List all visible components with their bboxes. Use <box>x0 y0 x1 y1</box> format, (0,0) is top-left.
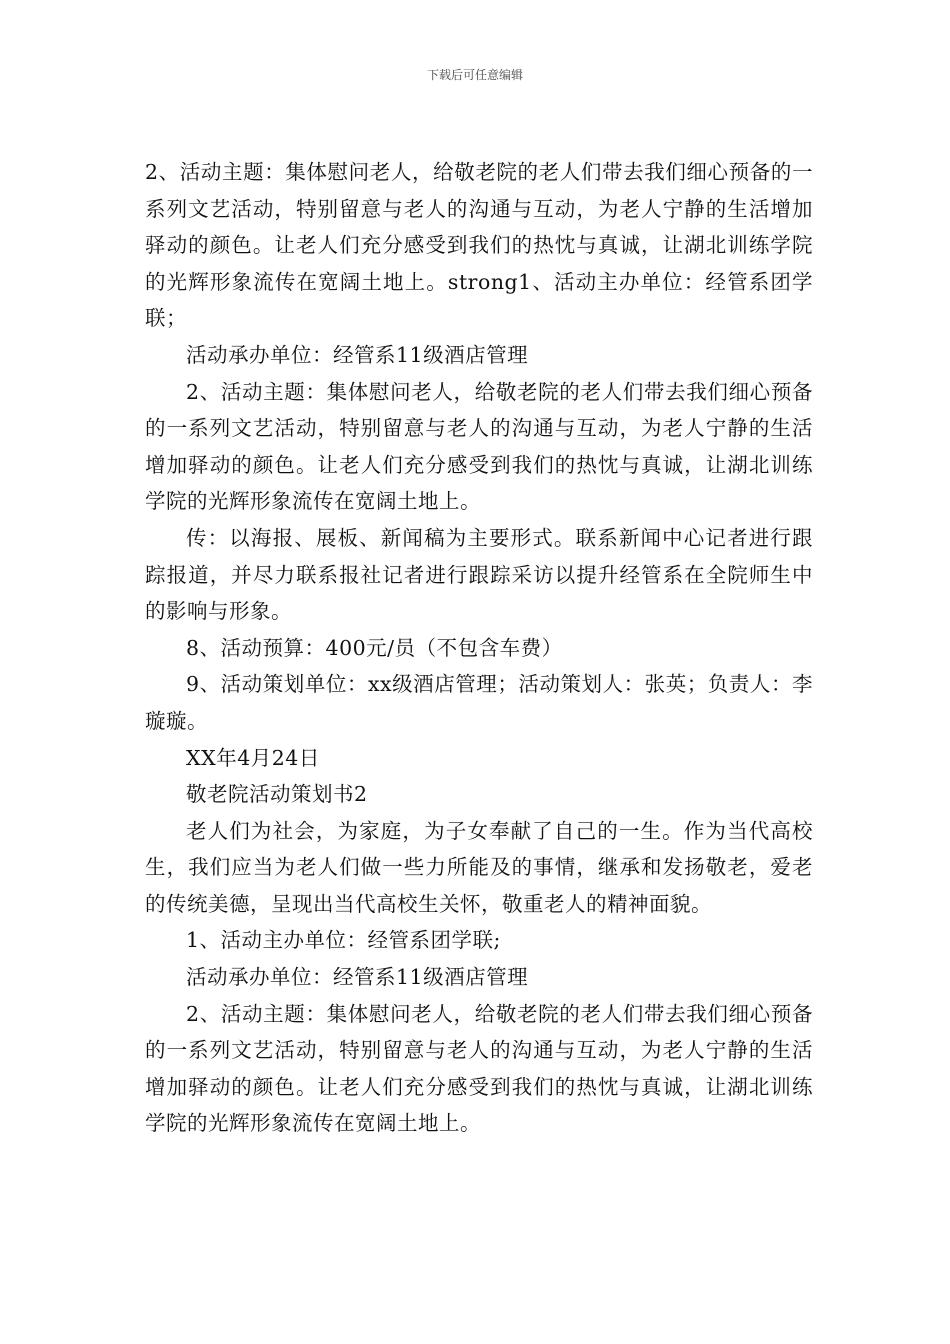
paragraph: 活动承办单位：经管系11级酒店管理 <box>186 965 529 990</box>
paragraph: 2、活动主题：集体慰问老人，给敬老院的老人们带去我们细心预备的一系列文艺活动，特别留意与老人的沟通与互动，为老人宁静的生活增加驿动的颜色。让老人们充分感受到我们的热忱与真诚，让湖北训练学院的光辉形象流传在宽阔土地上。 <box>145 379 813 514</box>
paragraph: 2、活动主题：集体慰问老人，给敬老院的老人们带去我们细心预备的一系列文艺活动，特别留意与老人的沟通与互动，为老人宁静的生活增加驿动的颜色。让老人们充分感受到我们的热忱与真诚，让湖北训练学院的光辉形象流传在宽阔土地上。strong1、活动主办单位：经管系团学联； <box>145 160 813 331</box>
paragraph: 活动承办单位：经管系11级酒店管理 <box>186 342 529 367</box>
paragraph: 传：以海报、展板、新闻稿为主要形式。联系新闻中心记者进行跟踪报道，并尽力联系报社记者进行跟踪采访以提升经管系在全院师生中的影响与形象。 <box>145 525 813 624</box>
document-body <box>145 154 813 1142</box>
page-header-note: 下载后可任意编辑 <box>426 68 523 82</box>
date-line: XX年4月24日 <box>186 745 320 770</box>
paragraph: 老人们为社会，为家庭，为子女奉献了自己的一生。作为当代高校生，我们应当为老人们做一些力所能及的事情，继承和发扬敬老，爱老的传统美德，呈现出当代高校生关怀，敬重老人的精神面貌。 <box>145 818 813 916</box>
paragraph: 9、活动策划单位：xx级酒店管理；活动策划人：张英；负责人：李璇璇。 <box>145 672 813 733</box>
paragraph: 2、活动主题：集体慰问老人，给敬老院的老人们带去我们细心预备的一系列文艺活动，特别留意与老人的沟通与互动，为老人宁静的生活增加驿动的颜色。让老人们充分感受到我们的热忱与真诚，让湖北训练学院的光辉形象流传在宽阔土地上。 <box>145 1001 813 1136</box>
paragraph: 1、活动主办单位：经管系团学联; <box>186 928 501 953</box>
paragraph: 8、活动预算：400元/员（不包含车费） <box>186 635 563 660</box>
section-title: 敬老院活动策划书2 <box>186 782 368 807</box>
